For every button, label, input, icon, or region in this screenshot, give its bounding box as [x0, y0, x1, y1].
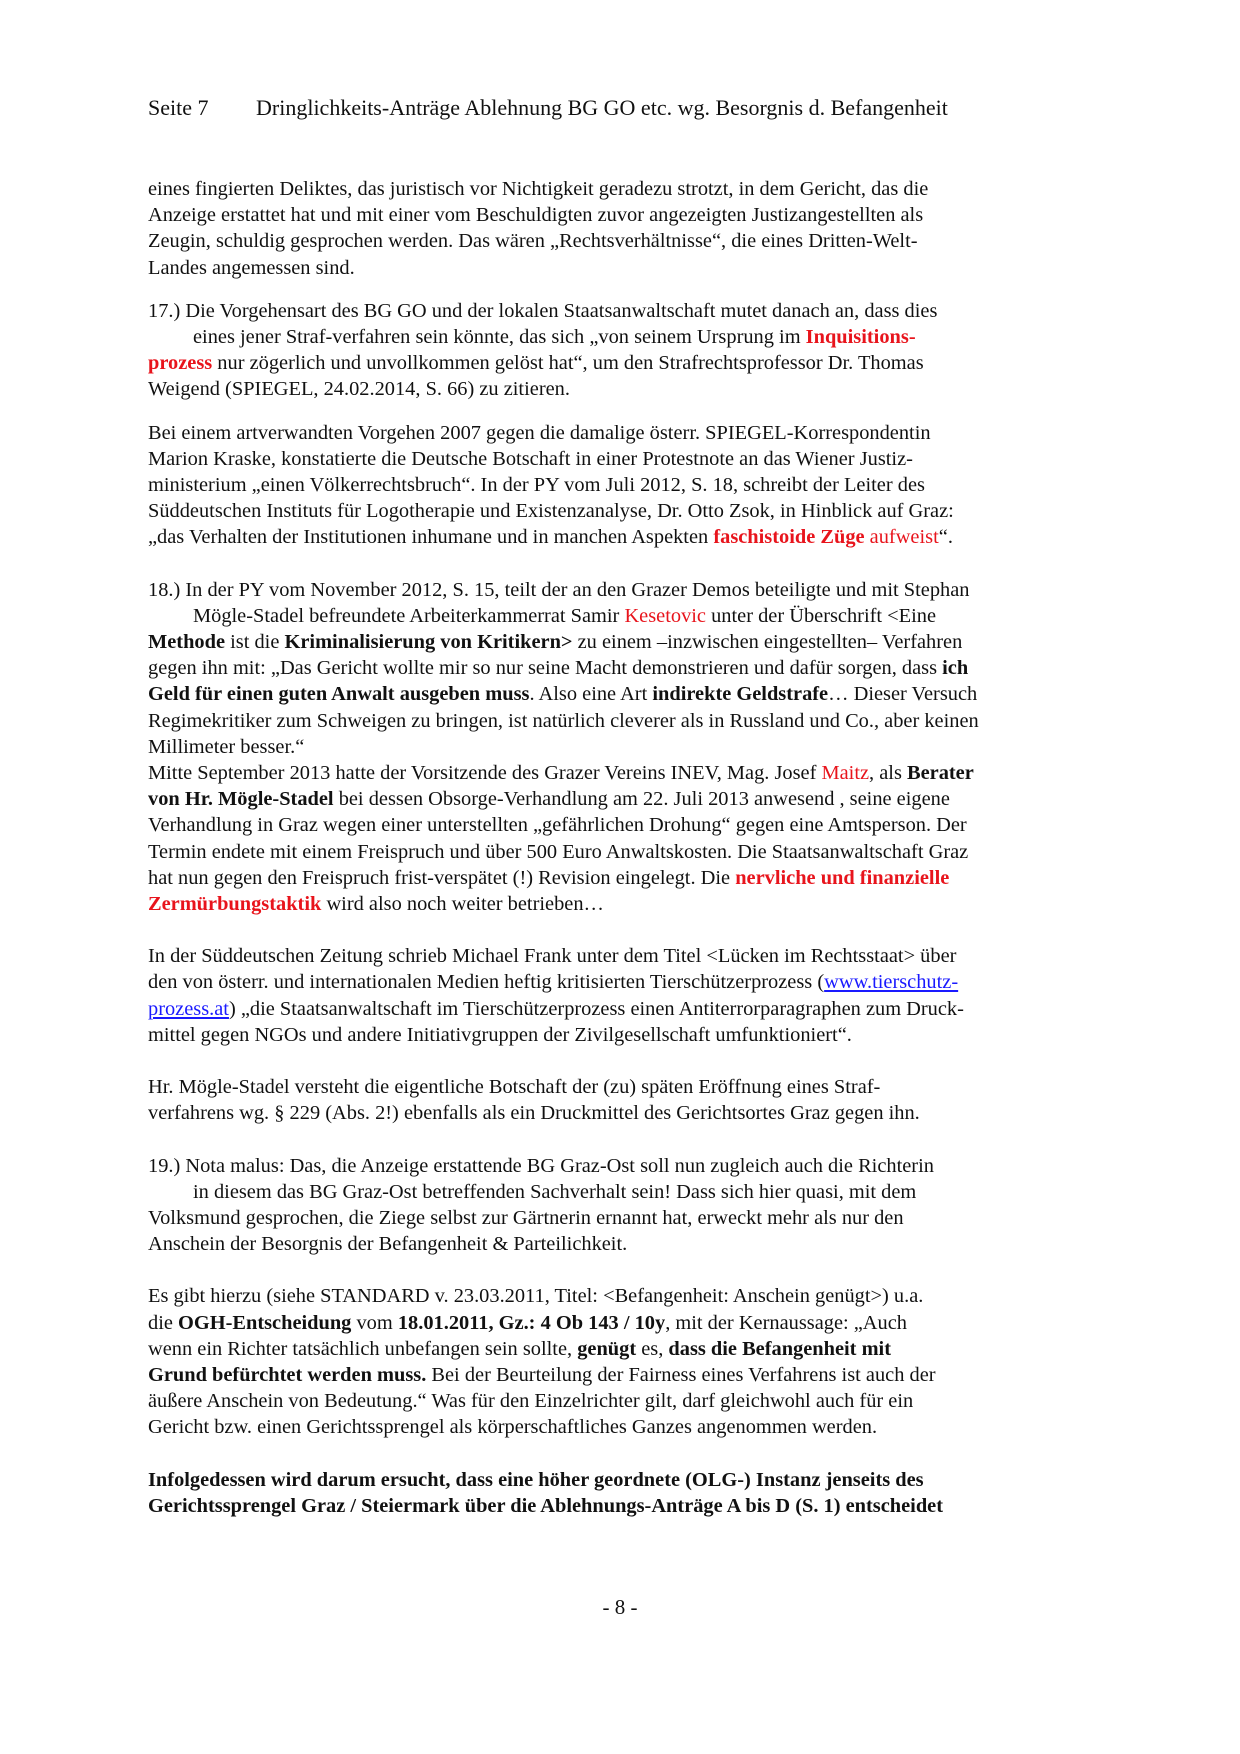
text-line: Verhandlung in Graz wegen einer unterstellten „gefährlichen Drohung“ gegen eine Amtsperson. Der [148, 814, 967, 837]
text-run: unter der Überschrift <Eine [706, 604, 937, 627]
text-run: „das Verhalten der Institutionen inhumane und in manchen Aspekten [148, 526, 714, 549]
text-run: , mit der Kernaussage: „Auch [665, 1311, 907, 1334]
text-line: ministerium „einen Völkerrechtsbruch“. In der PY vom Juli 2012, S. 18, schreibt der Leiter des [148, 474, 925, 497]
paragraph-18-d [148, 1074, 1108, 1126]
bold-run: Berater [907, 762, 974, 785]
text-run: , als [869, 762, 907, 785]
text-line: Millimeter besser.“ [148, 735, 305, 758]
text-line [148, 1336, 1108, 1362]
bold-run: von Hr. Mögle-Stadel [148, 788, 334, 811]
text-run: nur zögerlich und unvollkommen gelöst hat“, um den Strafrechtsprofessor Dr. Thomas [212, 352, 924, 375]
text-line: Es gibt hierzu (siehe STANDARD v. 23.03.2011, Titel: <Befangenheit: Anschein genügt>) u.a. [148, 1285, 924, 1308]
document-body [148, 176, 1108, 1519]
paragraph-17 [148, 298, 1108, 403]
text-run: Mögle-Stadel befreundete Arbeiterkammerrat Samir [193, 604, 625, 627]
text-line [148, 655, 1108, 681]
text-line: verfahrens wg. § 229 (Abs. 2!) ebenfalls als ein Druckmittel des Gerichtsortes Graz gegen ihn. [148, 1102, 920, 1125]
paragraph-continuation [148, 176, 1108, 281]
text-line [148, 969, 1108, 995]
conclusion-paragraph [148, 1467, 1108, 1519]
text-line [148, 681, 1108, 707]
text-line [148, 1362, 1108, 1388]
emphasis-red: aufweist [864, 526, 939, 549]
text-line [148, 1179, 1108, 1205]
text-line [148, 891, 1108, 917]
text-run: zu einem –inzwischen eingestellten– Verfahren [572, 631, 963, 654]
page-number: - 8 - [602, 1595, 638, 1619]
text-run: … Dieser Versuch [828, 683, 978, 706]
text-line: Landes angemessen sind. [148, 256, 355, 279]
paragraph-19-b [148, 1283, 1108, 1440]
text-line: mittel gegen NGOs und andere Initiativgruppen der Zivilgesellschaft umfunktioniert“. [148, 1023, 852, 1046]
emphasis-red: Inquisitions- [805, 326, 916, 349]
paragraph-17-b [148, 420, 1108, 551]
emphasis-red: faschistoide Züge [713, 526, 865, 549]
text-line: Süddeutschen Instituts für Logotherapie und Existenzanalyse, Dr. Otto Zsok, in Hinblick auf Graz: [148, 500, 954, 523]
bold-run: dass die Befangenheit mit [668, 1337, 892, 1360]
tierschutzprozess-link-continuation[interactable]: prozess.at [148, 997, 229, 1020]
text-line: äußere Anschein von Bedeutung.“ Was für den Einzelrichter gilt, darf gleichwohl auch für ein [148, 1390, 914, 1413]
text-line: 18.) In der PY vom November 2012, S. 15, teilt der an den Grazer Demos beteiligte und mit Stephan [148, 578, 970, 601]
text-line [148, 865, 1108, 891]
text-line [148, 350, 1108, 376]
text-line [148, 629, 1108, 655]
text-run: die [148, 1311, 179, 1334]
text-line: 19.) Nota malus: Das, die Anzeige erstattende BG Graz-Ost soll nun zugleich auch die Richterin [148, 1154, 934, 1177]
text-line [148, 324, 1108, 350]
bold-run: 18.01.2011, Gz.: 4 Ob 143 / 10y [397, 1311, 666, 1334]
emphasis-red: Maitz [821, 762, 870, 785]
text-run: es, [636, 1337, 669, 1360]
text-run: wenn ein Richter tatsächlich unbefangen sein sollte, [148, 1337, 578, 1360]
paragraph-18-c [148, 943, 1108, 1048]
text-line: Termin endete mit einem Freispruch und über 500 Euro Anwaltskosten. Die Staatsanwaltschaft Graz [148, 840, 969, 863]
text-line: Gerichtssprengel Graz / Steiermark über die Ablehnungs-Anträge A bis D (S. 1) entscheidet [148, 1494, 944, 1517]
paragraph-18-b [148, 760, 1108, 917]
text-line: Volksmund gesprochen, die Ziege selbst zur Gärtnerin ernannt hat, erweckt mehr als nur den [148, 1206, 904, 1229]
header-title: Dringlichkeits-Anträge Ablehnung BG GO etc. wg. Besorgnis d. Befangenheit [256, 95, 948, 120]
text-run: ) „die Staatsanwaltschaft im Tierschützerprozess einen Antiterrorparagraphen zum Druck- [228, 997, 964, 1020]
text-line: Infolgedessen wird darum ersucht, dass eine höher geordnete (OLG-) Instanz jenseits des [148, 1468, 924, 1491]
bold-run: genügt [577, 1337, 637, 1360]
bold-run: ich [942, 657, 969, 680]
text-run: ist die [225, 631, 285, 654]
text-run: in diesem das BG Graz-Ost betreffenden Sachverhalt sein! Dass sich hier quasi, mit dem [193, 1180, 917, 1203]
page-header [148, 95, 948, 121]
text-line [148, 524, 1108, 550]
text-run: vom [351, 1311, 398, 1334]
text-line: Anschein der Besorgnis der Befangenheit & Parteilichkeit. [148, 1233, 628, 1256]
emphasis-red: Kesetovic [624, 604, 706, 627]
text-run: gegen ihn mit: „Das Gericht wollte mir so nur seine Macht demonstrieren und dafür sorgen, dass [148, 657, 943, 680]
text-run: hat nun gegen den Freispruch frist-verspätet (!) Revision eingelegt. Die [148, 866, 736, 889]
text-line [148, 603, 1108, 629]
text-line: Regimekritiker zum Schweigen zu bringen, ist natürlich cleverer als in Russland und Co., aber keinen [148, 709, 979, 732]
text-run: den von österr. und internationalen Medien heftig kritisierten Tierschützerprozess ( [148, 971, 825, 994]
text-line [148, 786, 1108, 812]
text-run: “. [938, 526, 953, 549]
text-line: eines fingierten Deliktes, das juristisch vor Nichtigkeit geradezu strotzt, in dem Gericht, das die [148, 178, 929, 200]
text-line: Gericht bzw. einen Gerichtssprengel als körperschaftliches Ganzes angenommen werden. [148, 1416, 878, 1439]
text-line: Hr. Mögle-Stadel versteht die eigentliche Botschaft der (zu) späten Eröffnung eines Straf- [148, 1076, 881, 1099]
text-run: bei dessen Obsorge-Verhandlung am 22. Juli 2013 anwesend , seine eigene [333, 788, 950, 811]
bold-run: Kriminalisierung von Kritikern> [284, 631, 573, 654]
text-line: Marion Kraske, konstatierte die Deutsche Botschaft in einer Protestnote an das Wiener Justiz- [148, 447, 913, 470]
text-line: Anzeige erstattet hat und mit einer vom Beschuldigten zuvor angezeigten Justizangestellten als [148, 204, 924, 227]
paragraph-19 [148, 1153, 1108, 1258]
text-line: Weigend (SPIEGEL, 24.02.2014, S. 66) zu zitieren. [148, 378, 570, 401]
text-line: 17.) Die Vorgehensart des BG GO und der lokalen Staatsanwaltschaft mutet danach an, dass dies [148, 299, 938, 322]
paragraph-18 [148, 577, 1108, 760]
emphasis-red: nervliche und finanzielle [735, 866, 950, 889]
text-run: Bei der Beurteilung der Fairness eines Verfahrens ist auch der [426, 1363, 936, 1386]
bold-run: Methode [148, 631, 226, 654]
bold-run: OGH-Entscheidung [178, 1311, 352, 1334]
emphasis-red: Zermürbungstaktik [148, 893, 322, 916]
text-run: wird also noch weiter betrieben… [321, 893, 604, 916]
text-line [148, 1310, 1108, 1336]
text-line: Zeugin, schuldig gesprochen werden. Das wären „Rechtsverhältnisse“, die eines Dritten-Welt- [148, 230, 918, 253]
bold-run: Grund befürchtet werden muss. [148, 1363, 427, 1386]
bold-run: Geld für einen guten Anwalt ausgeben muss [148, 683, 530, 706]
page-label: Seite 7 [148, 95, 209, 120]
text-run: . Also eine Art [529, 683, 653, 706]
text-run: eines jener Straf-verfahren sein könnte, das sich „von seinem Ursprung im [193, 326, 806, 349]
text-line: In der Süddeutschen Zeitung schrieb Michael Frank unter dem Titel <Lücken im Rechtsstaat> über [148, 945, 957, 968]
bold-run: indirekte Geldstrafe [652, 683, 829, 706]
text-line [148, 996, 1108, 1022]
tierschutzprozess-link[interactable]: www.tierschutz- [824, 971, 959, 994]
text-line [148, 760, 1108, 786]
text-run: Mitte September 2013 hatte der Vorsitzende des Grazer Vereins INEV, Mag. Josef [148, 762, 822, 785]
text-line: Bei einem artverwandten Vorgehen 2007 gegen die damalige österr. SPIEGEL-Korrespondentin [148, 421, 931, 444]
emphasis-red: prozess [148, 352, 213, 375]
